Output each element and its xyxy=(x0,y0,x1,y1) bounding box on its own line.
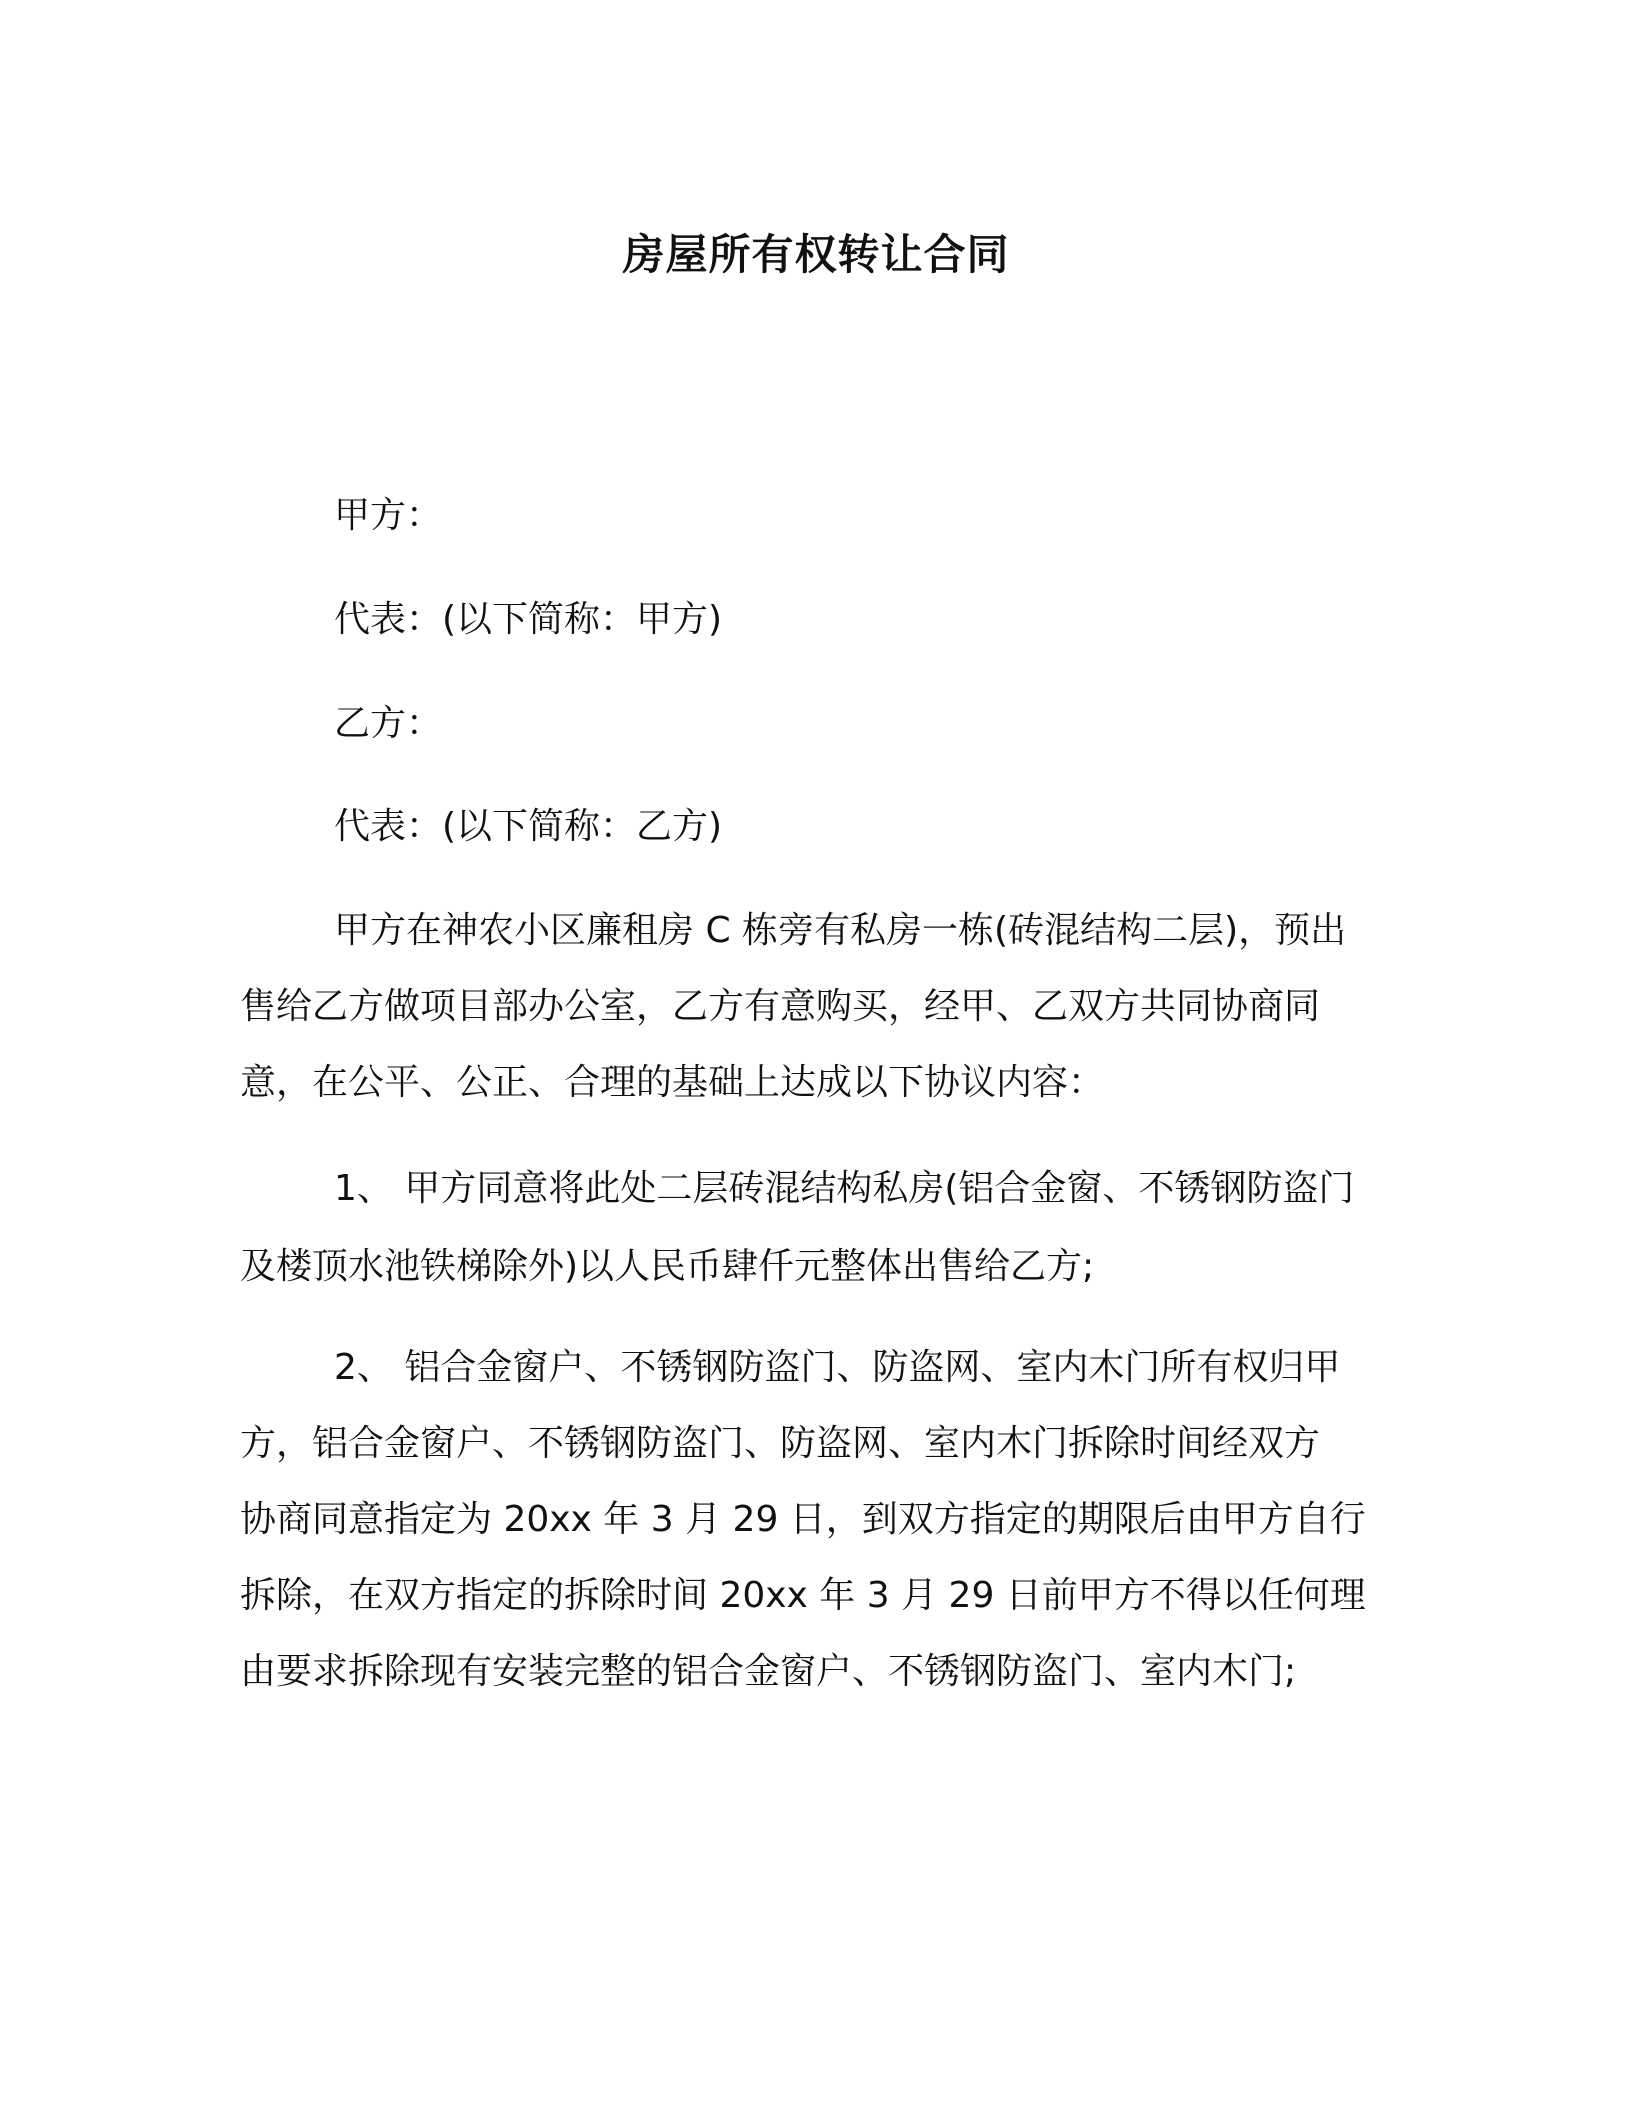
clause-1-line: 及楼顶水池铁梯除外)以人民币肆仟元整体出售给乙方; xyxy=(240,1246,1095,1287)
intro-line: 甲方在神农小区廉租房 C 栋旁有私房一栋(砖混结构二层)，预出 xyxy=(334,910,1347,951)
party-a-line: 甲方： xyxy=(334,495,443,536)
clause-2-line: 协商同意指定为 20xx 年 3 月 29 日，到双方指定的期限后由甲方自行 xyxy=(240,1499,1366,1540)
intro-line: 售给乙方做项目部办公室，乙方有意购买，经甲、乙双方共同协商同 xyxy=(240,986,1321,1027)
clause-2-line: 由要求拆除现有安装完整的铝合金窗户、不锈钢防盗门、室内木门; xyxy=(240,1651,1297,1692)
party-b-representative-line: 代表：(以下简称：乙方) xyxy=(334,806,723,847)
party-b-line: 乙方： xyxy=(334,703,443,744)
clause-2-line: 方，铝合金窗户、不锈钢防盗门、防盗网、室内木门拆除时间经双方 xyxy=(240,1423,1321,1464)
clause-2-line: 2、 铝合金窗户、不锈钢防盗门、防盗网、室内木门所有权归甲 xyxy=(334,1347,1341,1388)
clause-2-line: 拆除，在双方指定的拆除时间 20xx 年 3 月 29 日前甲方不得以任何理 xyxy=(240,1575,1366,1616)
party-a-representative-line: 代表：(以下简称：甲方) xyxy=(334,599,723,640)
clause-1-line: 1、 甲方同意将此处二层砖混结构私房(铝合金窗、不锈钢防盗门 xyxy=(334,1168,1355,1209)
document-title: 房屋所有权转让合同 xyxy=(622,230,1010,279)
intro-line: 意，在公平、公正、合理的基础上达成以下协议内容： xyxy=(240,1062,1105,1103)
